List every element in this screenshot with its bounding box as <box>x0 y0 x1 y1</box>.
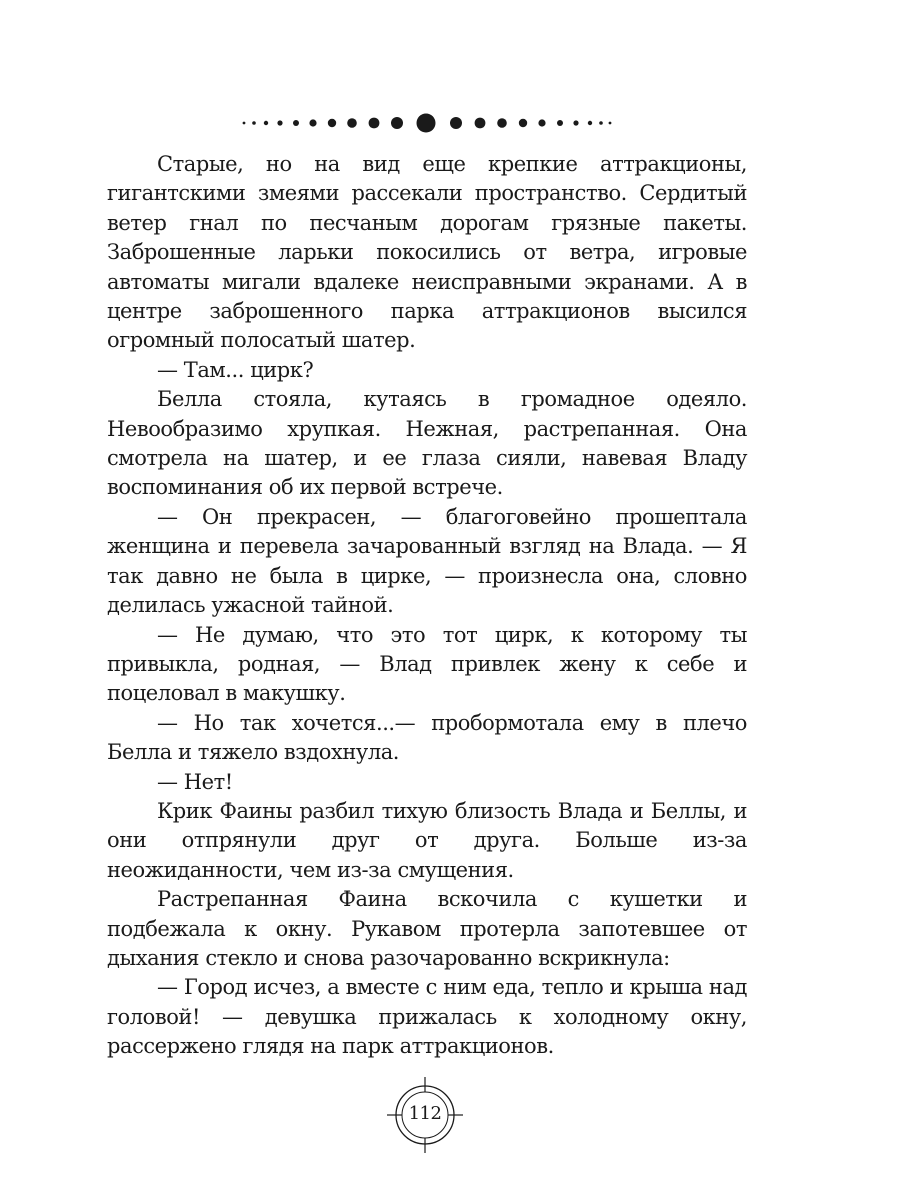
paragraph: Растрепанная Фаина вскочила с кушетки и подбежала к окну. Рукавом протерла запотевшее от дыхания стекло и снова разочарованно вскрикнула: <box>107 887 747 970</box>
dotted-ornament-icon <box>0 108 900 138</box>
paragraph: Белла стояла, кутаясь в громадное одеяло. Невообразимо хрупкая. Нежная, растрепанная. Она смотрела на шатер, и ее глаза сияли, навевая Владу воспоминания об их первой встрече. <box>107 387 747 500</box>
paragraph: — Город исчез, а вместе с ним еда, тепло и крыша над головой! — девушка прижалась к холодному окну, рассержено глядя на парк аттракционов. <box>107 975 747 1059</box>
page-number-badge <box>385 1075 465 1155</box>
paragraph: — Не думаю, что это тот цирк, к которому ты привыкла, родная, — Влад привлек жену к себе и поцеловал в макушку. <box>107 622 747 706</box>
paragraph: — Но так хочется...— пробормотала ему в плечо Белла и тяжело вздохнула. <box>107 710 747 765</box>
paragraph: Крик Фаины разбил тихую близость Влада и Беллы, и они отпрянули друг от друга. Больше из-за неожиданности, чем из-за смущения. <box>107 798 747 882</box>
paragraph: — Он прекрасен, — благоговейно прошептала женщина и перевела зачарованный взгляд на Влада. — Я так давно не была в цирке, — произнесла она, словно делилась ужасной тайной. <box>107 504 747 618</box>
paragraph: — Там... цирк? <box>157 357 314 382</box>
page-number: 112 <box>408 1103 442 1124</box>
chapter-text <box>107 150 747 1062</box>
paragraph: — Нет! <box>157 769 233 794</box>
paragraph: Старые, но на вид еще крепкие аттракционы, гигантскими змеями рассекали пространство. Сердитый ветер гнал по песчаным дорогам грязные пакеты. Заброшенные ларьки покосились от ветра, игровые автоматы мигали вдалеке неисправными экранами. А в центре заброшенного парка аттракционов высился огромный полосатый шатер. <box>107 152 747 353</box>
